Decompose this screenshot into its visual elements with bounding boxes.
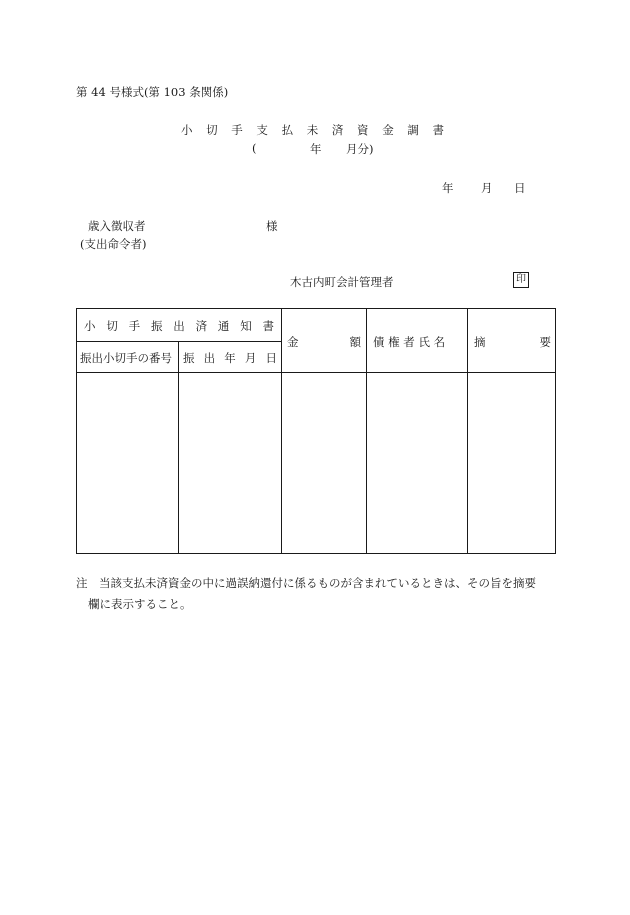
seal-box: 印 (513, 272, 529, 288)
header-char: 知 (240, 319, 252, 333)
header-char: 月 (244, 351, 257, 365)
header-char: 摘 (474, 335, 486, 349)
header-check-notice (84, 318, 274, 334)
header-creditor: 債 権 者 氏 名 (373, 335, 446, 349)
table-divider (366, 309, 367, 553)
note-line-2: 欄に表示すること。 (88, 597, 192, 611)
addressee-title: 歳入徴収者 (88, 219, 146, 233)
header-char: 金 (287, 335, 299, 349)
date-day: 日 (514, 181, 526, 195)
header-char: 済 (195, 319, 208, 333)
header-issue-date (183, 350, 277, 366)
header-char: 日 (265, 351, 277, 365)
header-char: 振 (183, 351, 195, 365)
unpaid-checks-table (76, 308, 556, 554)
table-divider (467, 309, 468, 553)
header-char: 出 (173, 319, 185, 333)
period-open: ( (252, 141, 257, 155)
header-char: 年 (224, 351, 236, 365)
date-year: 年 (442, 181, 454, 195)
header-char: 書 (262, 319, 274, 333)
document-title: 小 切 手 支 払 未 済 資 金 調 書 (180, 123, 450, 137)
period-month: 月分) (346, 142, 374, 156)
table-divider (281, 309, 282, 553)
header-amount (287, 334, 361, 350)
header-char: 振 (150, 319, 163, 333)
addressee-honorific: 様 (266, 219, 278, 233)
header-char: 額 (349, 335, 361, 349)
header-char: 手 (128, 319, 141, 333)
table-header-bottom (77, 372, 555, 373)
header-char: 小 (84, 319, 96, 333)
header-char: 要 (539, 335, 551, 349)
issuer-name: 木古内町会計管理者 (290, 275, 394, 289)
note-line-1: 注 当該支払未済資金の中に過誤納還付に係るものが含まれているときは、その旨を摘要 (76, 576, 536, 590)
header-char: 切 (106, 319, 118, 333)
table-divider (77, 341, 281, 342)
form-number: 第 44 号様式(第 103 条関係) (76, 85, 229, 99)
header-char: 出 (203, 351, 216, 365)
header-char: 通 (217, 319, 230, 333)
header-remarks (474, 334, 551, 350)
period-year: 年 (310, 142, 322, 156)
addressee-subtitle: (支出命令者) (80, 237, 147, 251)
date-month: 月 (481, 181, 493, 195)
header-check-number: 振出小切手の番号 (80, 351, 172, 365)
